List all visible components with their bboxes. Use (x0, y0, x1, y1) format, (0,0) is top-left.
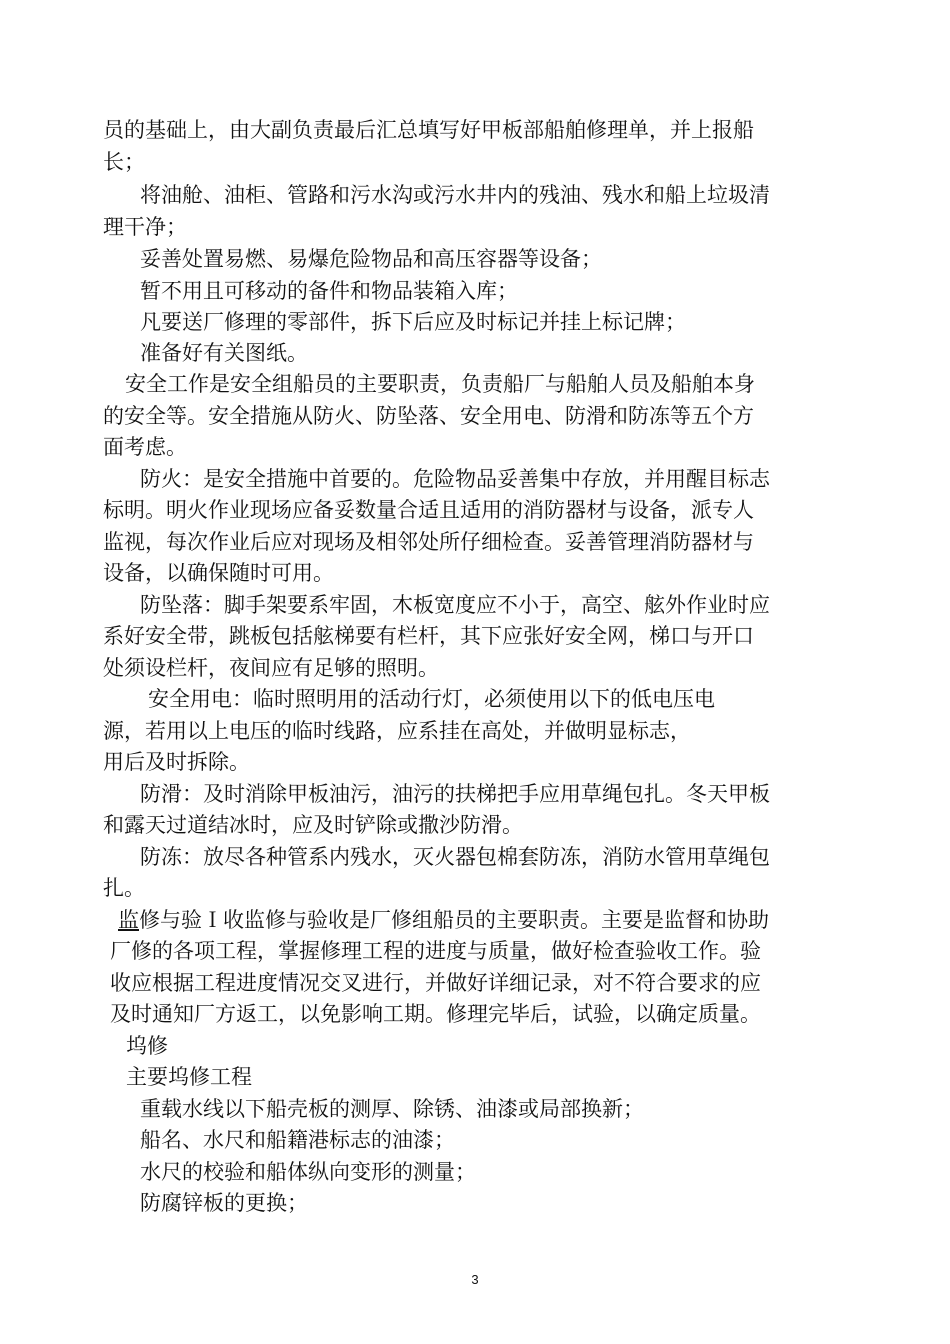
text-line: 船名、水尺和船籍港标志的油漆； (140, 1128, 455, 1152)
text-line: 防腐锌板的更换； (140, 1191, 308, 1215)
text-line: 将油舱、油柜、管路和污水沟或污水井内的残油、残水和船上垃圾清 (140, 183, 770, 207)
text-line: 防坠落：脚手架要系牢固，木板宽度应不小于，高空、舷外作业时应 (140, 593, 770, 617)
text-line: 防冻：放尽各种管系内残水，灭火器包棉套防冻，消防水管用草绳包 (140, 845, 770, 869)
underlined-lead-char: 监 (118, 908, 139, 932)
text-line: 水尺的校验和船体纵向变形的测量； (140, 1160, 476, 1184)
page-number: 3 (471, 1272, 479, 1287)
text-line: 理干净； (103, 215, 187, 239)
text-line-with-lead (118, 905, 769, 935)
text-line: 扎。 (103, 876, 145, 900)
text-line-rest: 修与验Ｉ收监修与验收是厂修组船员的主要职责。主要是监督和协助 (139, 908, 769, 932)
text-line: 准备好有关图纸。 (140, 341, 308, 365)
text-line: 厂修的各项工程，掌握修理工程的进度与质量，做好检查验收工作。验 (110, 939, 761, 963)
text-line: 用后及时拆除。 (103, 750, 250, 774)
text-line: 设备，以确保随时可用。 (103, 561, 334, 585)
text-line: 暂不用且可移动的备件和物品装箱入库； (140, 279, 518, 303)
text-line: 系好安全带，跳板包括舷梯要有栏杆，其下应张好安全网，梯口与开口 (103, 624, 754, 648)
text-line: 防滑：及时消除甲板油污，油污的扶梯把手应用草绳包扎。冬天甲板 (140, 782, 770, 806)
text-line: 安全用电：临时照明用的活动行灯，必须使用以下的低电压电 (148, 687, 715, 711)
text-line: 收应根据工程进度情况交叉进行，并做好详细记录，对不符合要求的应 (110, 971, 761, 995)
text-line: 妥善处置易燃、易爆危险物品和高压容器等设备； (140, 247, 602, 271)
text-line: 安全工作是安全组船员的主要职责，负责船厂与船舶人员及船舶本身 (125, 372, 755, 396)
text-line: 凡要送厂修理的零部件，拆下后应及时标记并挂上标记牌； (140, 310, 686, 334)
text-line: 标明。明火作业现场应备妥数量合适且适用的消防器材与设备，派专人 (103, 498, 754, 522)
subsection-heading: 主要坞修工程 (126, 1065, 252, 1089)
text-line: 面考虑。 (103, 435, 187, 459)
text-line: 员的基础上，由大副负责最后汇总填写好甲板部船舶修理单，并上报船 (103, 118, 754, 142)
text-line: 重载水线以下船壳板的测厚、除锈、油漆或局部换新； (140, 1097, 644, 1121)
text-line: 及时通知厂方返工，以免影响工期。修理完毕后，试验，以确定质量。 (110, 1002, 761, 1026)
text-line: 和露天过道结冰时，应及时铲除或撒沙防滑。 (103, 813, 523, 837)
text-line: 处须设栏杆，夜间应有足够的照明。 (103, 656, 439, 680)
text-line: 源，若用以上电压的临时线路，应系挂在高处，并做明显标志， (103, 719, 691, 743)
text-line: 的安全等。安全措施从防火、防坠落、安全用电、防滑和防冻等五个方 (103, 404, 754, 428)
text-line: 长； (103, 150, 145, 174)
text-line: 防火：是安全措施中首要的。危险物品妥善集中存放，并用醒目标志 (140, 467, 770, 491)
text-line: 监视，每次作业后应对现场及相邻处所仔细检查。妥善管理消防器材与 (103, 530, 754, 554)
section-heading: 坞修 (126, 1034, 168, 1058)
